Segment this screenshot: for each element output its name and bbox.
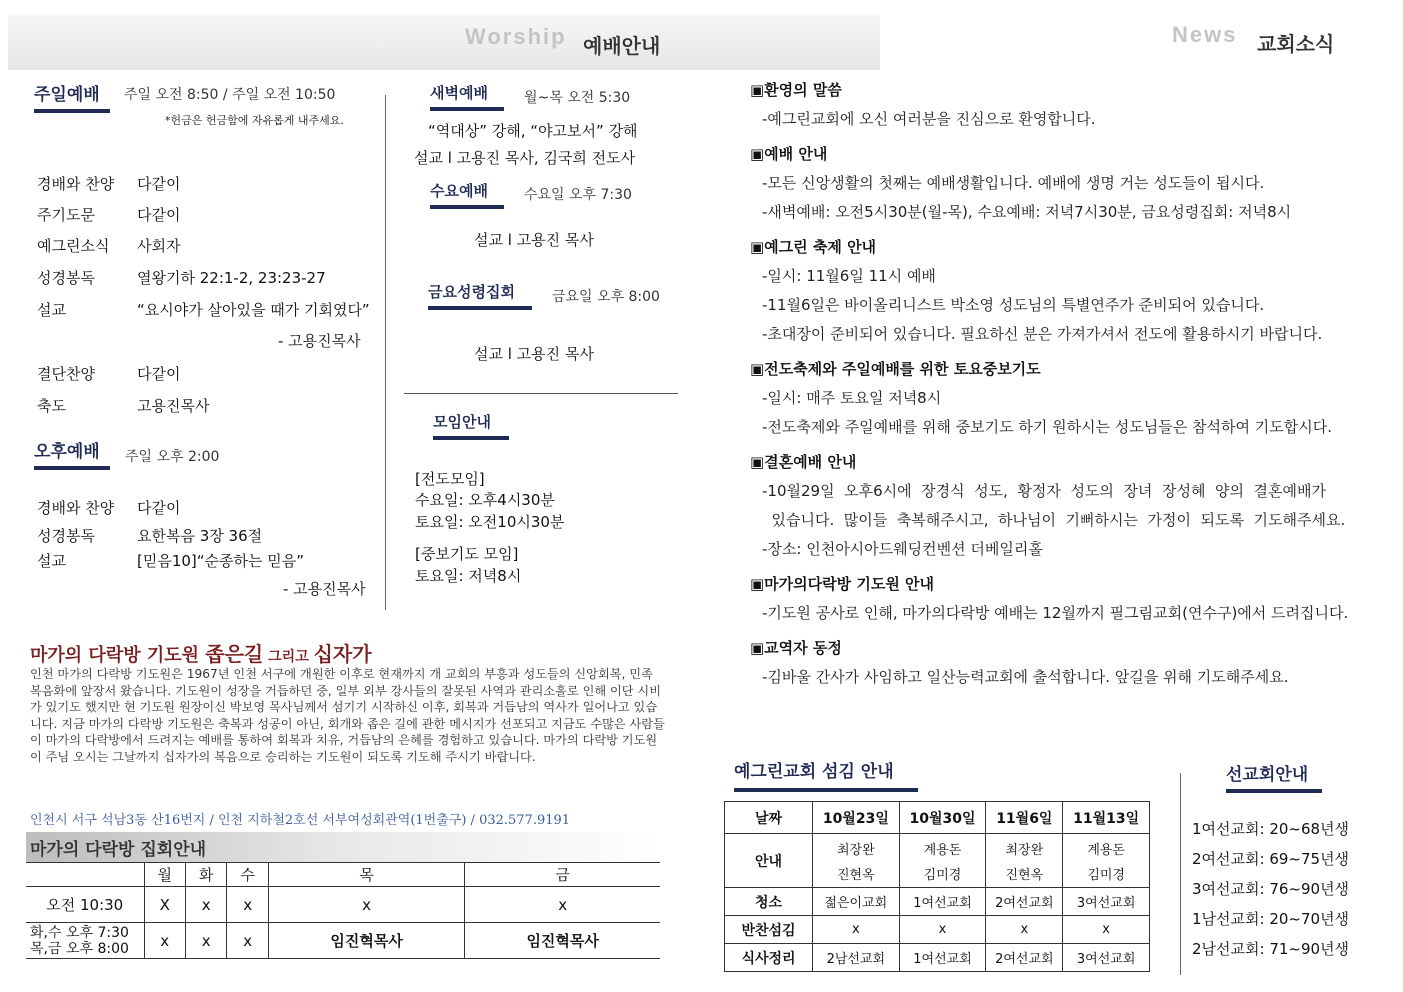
friday-time: 금요일 오후 8:00 — [552, 289, 660, 305]
table-cell: 화,수 오후 7:30 목,금 오후 8:00 — [26, 923, 144, 959]
table-cell: x — [227, 887, 268, 923]
news-item: ▣마가의다락방 기도원 안내 -기도원 공사로 인해, 마가의다락방 예배는 12월까지 필그림교회(연수구)에서 드려집니다. — [750, 575, 1349, 622]
meeting-line: 수요일: 오후4시30분 — [415, 491, 555, 509]
table-cell: 수 — [227, 863, 268, 887]
worship-en-heading: Worship — [465, 24, 567, 49]
meeting-title: 모임안내 — [433, 411, 509, 440]
table-cell: 2남선교회 — [813, 944, 900, 972]
table-cell: 임진혁목사 — [465, 923, 660, 959]
table-cell: 식사정리 — [725, 944, 813, 972]
sunday-row: 결단찬양 다같이 — [37, 365, 181, 383]
schedule-header-row — [26, 863, 660, 887]
afternoon-row: 성경봉독 요한복음 3장 36절 — [37, 527, 263, 545]
schedule-table — [26, 862, 660, 959]
serve-section — [734, 757, 918, 792]
schedule-row — [26, 923, 660, 959]
table-cell: x — [986, 916, 1063, 944]
table-cell: 3여선교회 — [1063, 944, 1150, 972]
serve-row — [725, 888, 1150, 916]
sunday-row: 성경봉독 열왕기하 22:1-2, 23:23-27 — [37, 269, 326, 287]
table-cell: 1여선교회 — [899, 888, 986, 916]
table-cell: 날짜 — [725, 802, 813, 834]
offering-note: *헌금은 헌금함에 자유롭게 내주세요. — [165, 114, 344, 127]
table-cell: x — [465, 887, 660, 923]
afternoon-section — [34, 437, 110, 470]
schedule-row — [26, 887, 660, 923]
news-item: ▣예그린 축제 안내 -일시: 11월6일 11시 예배 -11월6일은 바이올리니스트 박소영 성도님의 특별연주가 준비되어 있습니다. -초대장이 준비되어 있습니다. 필요하신 분은 가져가셔서 전도에 활용하시기 바랍니다. — [750, 238, 1323, 343]
table-cell: 임진혁목사 — [268, 923, 464, 959]
table-cell: 10월23일 — [813, 802, 900, 834]
news-item: ▣환영의 말씀 -예그린교회에 오신 여러분을 진심으로 환영합니다. — [750, 81, 1096, 128]
dawn-preacher: 설교 l 고용진 목사, 김국희 전도사 — [414, 149, 636, 167]
dawn-section — [430, 82, 504, 111]
sunday-preacher: - 고용진목사 — [278, 332, 361, 350]
meeting-line: [중보기도 모임] — [415, 545, 519, 563]
table-cell: x — [185, 887, 226, 923]
wednesday-title: 수요예배 — [430, 180, 504, 209]
table-cell: 목 — [268, 863, 464, 887]
table-cell — [26, 863, 144, 887]
sunday-time: 주일 오전 8:50 / 주일 오전 10:50 — [124, 87, 336, 103]
dawn-series: “역대상” 강해, “야고보서” 강해 — [428, 122, 638, 140]
table-cell: x — [813, 916, 900, 944]
serve-row — [725, 916, 1150, 944]
meeting-line: [전도모임] — [415, 470, 485, 488]
worship-ko-heading: 예배안내 — [583, 34, 661, 58]
mission-section — [1226, 760, 1322, 793]
serve-table — [724, 801, 1150, 972]
news-item: ▣결혼예배 안내 -10월29일 오후6시에 장경식 성도, 황정자 성도의 장녀 장성혜 양의 결혼예배가 있습니다. 많이들 축복해주시고, 하나님이 기뻐하시는 가정이 되도록 기도해주세요. -장소: 인천아시아드웨딩컨벤션 더베일리홀 — [750, 453, 1346, 558]
header-band — [8, 14, 880, 70]
mission-item: 2남선교회: 71~90년생 — [1192, 940, 1350, 958]
prayer-house-paragraph: 인천 마가의 다락방 기도원은 1967년 인천 서구에 개원한 이후로 현재까지 개 교회의 부흥과 성도들의 신앙회복, 민족 복음화에 앞장서 왔습니다. 기도원이 성장을 거듭하던 중, 일부 외부 강사들의 잘못된 사역과 관리소홀로 인해 이단 시비가 있기도 했지만 현 기도원 원장이신 박보영 목사님께서 섬기기 시작하신 이후, 회복과 거듭남의 역사가 일어나고 있습니다. 지금 마가의 다락방 기도원은 축복과 성공이 아닌, 회개와 좁은 길에 관한 메시지가 선포되고 지금도 수많은 사람들이 마가의 다락방에서 드려지는 예배를 통하여 회복과 치유, 거듭남의 은혜를 경험하고 있습니다. 마가의 다락방 기도원이 주님 오시는 그날까지 십자가의 복음으로 승리하는 기도원이 되도록 기도해 주시기 바랍니다. — [30, 667, 665, 764]
friday-section — [428, 281, 532, 310]
wednesday-preacher: 설교 l 고용진 목사 — [474, 231, 594, 249]
table-cell: 1여선교회 — [899, 944, 986, 972]
table-cell: 반찬섬김 — [725, 916, 813, 944]
news-item: ▣교역자 동정 -김바울 간사가 사임하고 일산능력교회에 출석합니다. 앞길을 위해 기도해주세요. — [750, 639, 1289, 686]
meeting-section — [433, 411, 509, 440]
table-cell: x — [899, 916, 986, 944]
wednesday-time: 수요일 오후 7:30 — [524, 187, 632, 203]
mission-item: 3여선교회: 76~90년생 — [1192, 880, 1350, 898]
sunday-row: 주기도문 다같이 — [37, 206, 181, 224]
table-cell: 3여선교회 — [1063, 888, 1150, 916]
news-item: ▣예배 안내 -모든 신앙생활의 첫째는 예배생활입니다. 예배에 생명 거는 성도들이 됩시다. -새벽예배: 오전5시30분(월-목), 수요예배: 저녁7시30분, 금요성령집회: 저녁8시 — [750, 145, 1292, 221]
dawn-title: 새벽예배 — [430, 82, 504, 111]
table-cell: 최장완 진현옥 — [986, 834, 1063, 888]
mission-item: 1남선교회: 20~70년생 — [1192, 910, 1350, 928]
afternoon-row: 경배와 찬양 다같이 — [37, 499, 181, 517]
sunday-section — [34, 80, 110, 113]
mission-divider — [1180, 773, 1181, 975]
table-cell: 청소 — [725, 888, 813, 916]
table-cell: x — [268, 887, 464, 923]
table-cell: 10월30일 — [899, 802, 986, 834]
table-cell: 계용돈 김미경 — [1063, 834, 1150, 888]
table-cell: 2여선교회 — [986, 888, 1063, 916]
schedule-title: 마가의 다락방 집회안내 — [30, 840, 207, 860]
afternoon-preacher: - 고용진목사 — [283, 580, 366, 598]
serve-title: 예그린교회 섬김 안내 — [734, 757, 918, 792]
divider — [404, 393, 678, 394]
dawn-time: 월~목 오전 5:30 — [524, 90, 631, 106]
mission-title: 선교회안내 — [1226, 760, 1322, 793]
news-list — [750, 79, 1390, 687]
friday-title: 금요성령집회 — [428, 281, 532, 310]
table-cell: 계용돈 김미경 — [899, 834, 986, 888]
friday-preacher: 설교 l 고용진 목사 — [474, 345, 594, 363]
table-cell: x — [144, 923, 185, 959]
meeting-line: 토요일: 저녁8시 — [415, 567, 522, 585]
table-cell: x — [185, 923, 226, 959]
sunday-row: 경배와 찬양 다같이 — [37, 175, 181, 193]
sunday-title: 주일예배 — [34, 80, 110, 113]
table-cell: 11월13일 — [1063, 802, 1150, 834]
wednesday-section — [430, 180, 504, 209]
table-cell: 최장완 진현옥 — [813, 834, 900, 888]
table-cell: 젊은이교회 — [813, 888, 900, 916]
prayer-house-address: 인천시 서구 석남3동 산16번지 / 인천 지하철2호선 서부여성회관역(1번출구) / 032.577.9191 — [30, 813, 571, 828]
news-ko-heading: 교회소식 — [1257, 32, 1335, 56]
serve-header-row — [725, 802, 1150, 834]
mission-item: 1여선교회: 20~68년생 — [1192, 820, 1350, 838]
mission-item: 2여선교회: 69~75년생 — [1192, 850, 1350, 868]
table-cell: 오전 10:30 — [26, 887, 144, 923]
news-item: ▣전도축제와 주일예배를 위한 토요중보기도 -일시: 매주 토요일 저녁8시 -전도축제와 주일예배를 위해 중보기도 하기 원하시는 성도님들은 참석하여 기도합시다. — [750, 360, 1332, 436]
table-cell: x — [227, 923, 268, 959]
table-cell: X — [144, 887, 185, 923]
sunday-row: 예그린소식 사회자 — [37, 237, 181, 255]
table-cell: 금 — [465, 863, 660, 887]
news-en-heading: News — [1172, 22, 1238, 47]
sunday-row: 축도 고용진목사 — [37, 397, 210, 415]
table-cell: 2여선교회 — [986, 944, 1063, 972]
afternoon-title: 오후예배 — [34, 437, 110, 470]
table-cell: 안내 — [725, 834, 813, 888]
afternoon-row: 설교 [믿음10]“순종하는 믿음” — [37, 552, 305, 570]
table-cell: x — [1063, 916, 1150, 944]
column-divider — [385, 95, 386, 610]
table-cell: 월 — [144, 863, 185, 887]
serve-row — [725, 944, 1150, 972]
serve-row — [725, 834, 1150, 888]
meeting-line: 토요일: 오전10시30분 — [415, 513, 565, 531]
table-cell: 11월6일 — [986, 802, 1063, 834]
afternoon-time: 주일 오후 2:00 — [125, 449, 220, 465]
sunday-row: 설교 “요시야가 살아있을 때가 기회였다” — [37, 301, 370, 319]
prayer-house-title: 마가의 다락방 기도원 좁은길 그리고 십자가 — [30, 642, 372, 666]
table-cell: 화 — [185, 863, 226, 887]
